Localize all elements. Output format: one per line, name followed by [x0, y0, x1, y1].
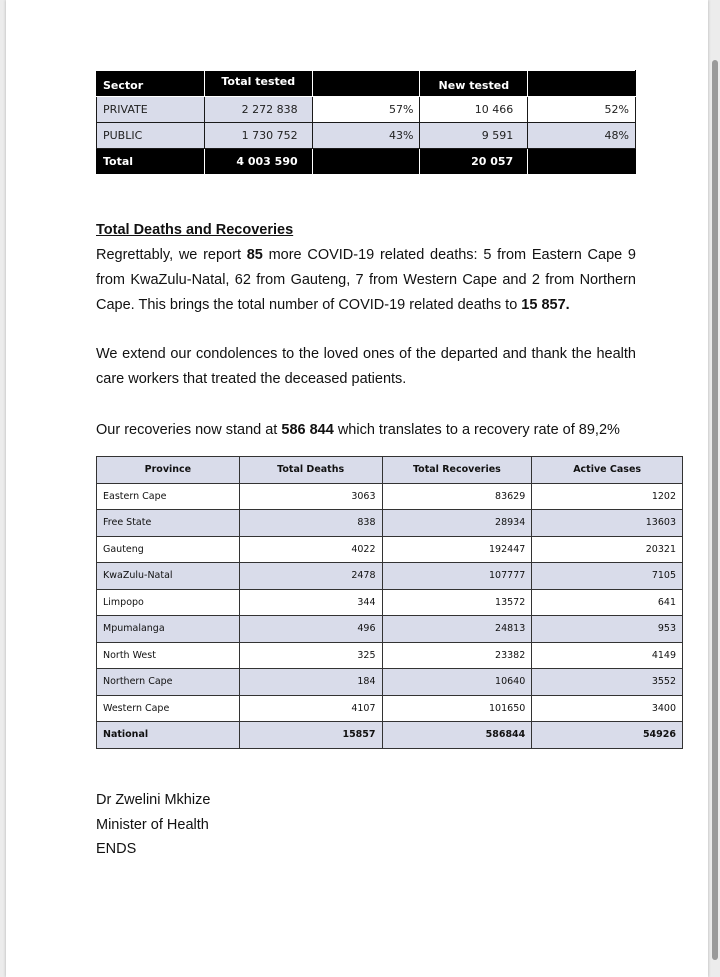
active-cell: 953 — [532, 616, 683, 643]
total-deaths-count: 15 857. — [521, 297, 570, 313]
table-row — [97, 510, 683, 537]
new-deaths-count: 85 — [246, 247, 263, 263]
recoveries-cell: 192447 — [382, 536, 532, 563]
scrollbar[interactable] — [712, 60, 718, 960]
total-label: Total — [97, 149, 205, 175]
active-cell: 54926 — [532, 722, 683, 749]
deaths-cell: 325 — [239, 642, 382, 669]
table-row — [97, 642, 683, 669]
deaths-cell: 2478 — [239, 563, 382, 590]
header-sector: Sector — [97, 71, 205, 97]
recoveries-cell: 23382 — [382, 642, 532, 669]
national-row — [97, 722, 683, 749]
province-cell: Limpopo — [97, 589, 240, 616]
active-cell: 1202 — [532, 483, 683, 510]
document-page — [6, 0, 708, 977]
minister-name: Dr Zwelini Mkhize — [96, 792, 211, 808]
recoveries-text: which translates to a recovery rate of 89,2% — [333, 422, 620, 438]
testing-table-header-row — [97, 71, 636, 97]
recoveries-count: 586 844 — [281, 422, 334, 438]
recoveries-cell: 13572 — [382, 589, 532, 616]
province-cell: Gauteng — [97, 536, 240, 563]
header-empty-cell — [528, 71, 636, 97]
province-cell: Eastern Cape — [97, 483, 240, 510]
recoveries-cell: 24813 — [382, 616, 532, 643]
header-province: Province — [97, 457, 240, 484]
province-cell: Northern Cape — [97, 669, 240, 696]
active-cell: 13603 — [532, 510, 683, 537]
empty-cell — [528, 149, 636, 175]
table-row — [97, 536, 683, 563]
new-tested-cell: 9 591 — [420, 123, 528, 149]
province-cell: Mpumalanga — [97, 616, 240, 643]
province-cell: North West — [97, 642, 240, 669]
recoveries-cell: 28934 — [382, 510, 532, 537]
total-pct-cell: 43% — [312, 123, 420, 149]
table-row — [97, 123, 636, 149]
deaths-paragraph — [96, 218, 636, 318]
header-total-deaths: Total Deaths — [239, 457, 382, 484]
active-cell: 7105 — [532, 563, 683, 590]
deaths-text: Regrettably, we report — [96, 247, 247, 263]
new-pct-cell: 52% — [528, 97, 636, 123]
recoveries-cell: 107777 — [382, 563, 532, 590]
table-row — [97, 695, 683, 722]
header-active-cases: Active Cases — [532, 457, 683, 484]
table-row — [97, 616, 683, 643]
section-heading: Total Deaths and Recoveries — [96, 222, 294, 238]
ends-marker: ENDS — [96, 841, 137, 857]
deaths-cell: 4107 — [239, 695, 382, 722]
province-cell: KwaZulu-Natal — [97, 563, 240, 590]
table-row — [97, 589, 683, 616]
total-tested-cell: 1 730 752 — [204, 123, 312, 149]
deaths-cell: 3063 — [239, 483, 382, 510]
recoveries-text: Our recoveries now stand at — [96, 422, 282, 438]
active-cell: 3552 — [532, 669, 683, 696]
deaths-cell: 184 — [239, 669, 382, 696]
province-table — [96, 456, 683, 749]
new-pct-cell: 48% — [528, 123, 636, 149]
table-row — [97, 563, 683, 590]
total-pct-cell: 57% — [312, 97, 420, 123]
testing-by-sector-table — [96, 70, 636, 175]
active-cell: 3400 — [532, 695, 683, 722]
minister-title: Minister of Health — [96, 816, 209, 833]
deaths-cell: 344 — [239, 589, 382, 616]
province-cell: National — [97, 722, 240, 749]
header-new-tested: New tested — [420, 71, 528, 97]
table-row — [97, 483, 683, 510]
recoveries-paragraph — [96, 418, 636, 443]
recoveries-cell: 10640 — [382, 669, 532, 696]
active-cell: 20321 — [532, 536, 683, 563]
active-cell: 4149 — [532, 642, 683, 669]
recoveries-cell: 586844 — [382, 722, 532, 749]
province-cell: Western Cape — [97, 695, 240, 722]
deaths-cell: 4022 — [239, 536, 382, 563]
header-total-tested: Total tested — [204, 71, 312, 97]
table-row — [97, 97, 636, 123]
deaths-cell: 496 — [239, 616, 382, 643]
sector-cell: PUBLIC — [97, 123, 205, 149]
total-tested-sum: 4 003 590 — [204, 149, 312, 175]
condolences-paragraph: We extend our condolences to the loved ones of the departed and thank the health care workers that treated the deceased patients. — [96, 346, 636, 387]
new-tested-sum: 20 057 — [420, 149, 528, 175]
recoveries-cell: 83629 — [382, 483, 532, 510]
testing-total-row — [97, 149, 636, 175]
header-total-recoveries: Total Recoveries — [382, 457, 532, 484]
active-cell: 641 — [532, 589, 683, 616]
signature-block — [96, 788, 210, 862]
total-tested-cell: 2 272 838 — [204, 97, 312, 123]
table-row — [97, 669, 683, 696]
deaths-cell: 15857 — [239, 722, 382, 749]
header-empty-cell — [312, 71, 420, 97]
deaths-cell: 838 — [239, 510, 382, 537]
new-tested-cell: 10 466 — [420, 97, 528, 123]
recoveries-cell: 101650 — [382, 695, 532, 722]
empty-cell — [312, 149, 420, 175]
province-cell: Free State — [97, 510, 240, 537]
deaths-text: more COVID-19 related deaths: 5 from Eastern Cape 9 from KwaZulu-Natal, 62 from Gauteng, 7 from Western Cape and 2 from Northern Cape. This brings the total number of COVID-19 related deaths to — [96, 247, 636, 313]
sector-cell: PRIVATE — [97, 97, 205, 123]
province-table-header-row — [97, 457, 683, 484]
